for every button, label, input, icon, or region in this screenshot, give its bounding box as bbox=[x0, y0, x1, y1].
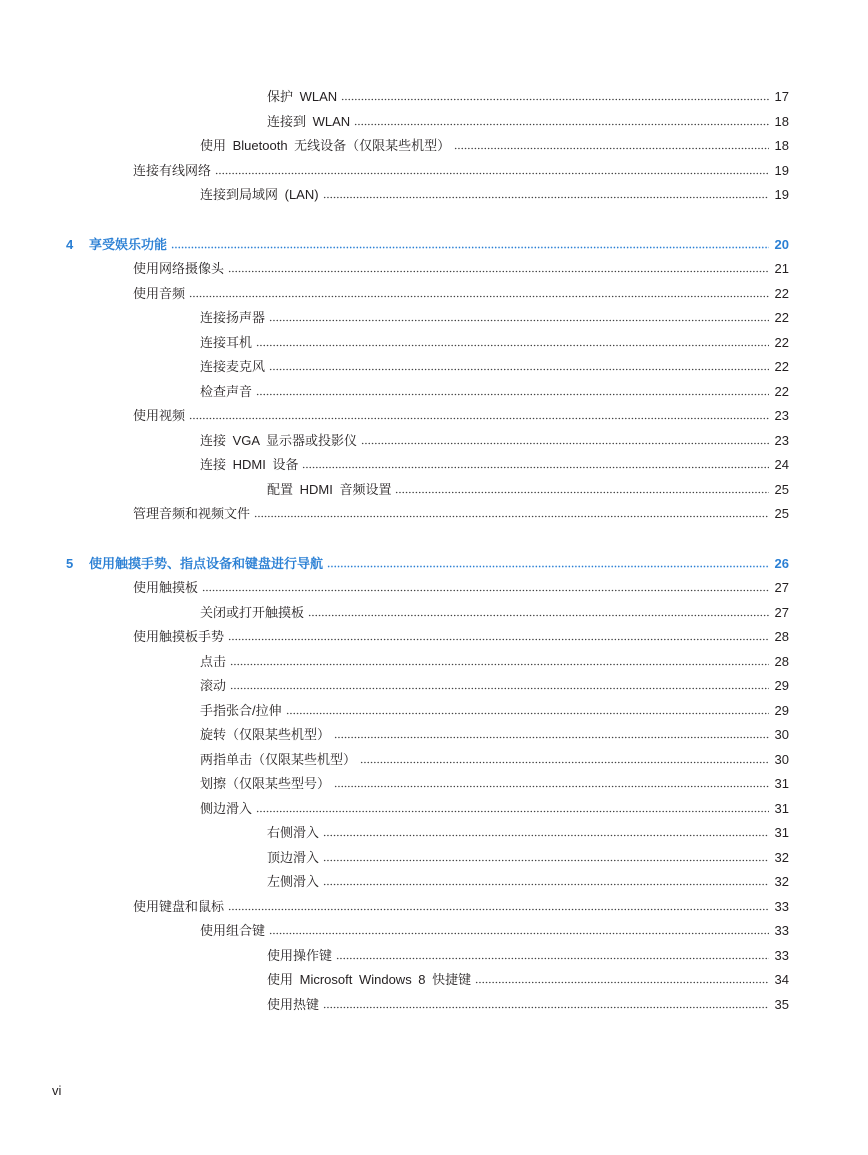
toc-entry-title: 左侧滑入 bbox=[267, 874, 320, 889]
toc-entry-title: 使用音频 bbox=[133, 285, 186, 301]
dot-leader bbox=[269, 309, 769, 322]
toc-entry-title: 连接有线网络 bbox=[133, 162, 212, 178]
toc-entry-page: 22 bbox=[774, 334, 789, 350]
dot-leader bbox=[215, 162, 769, 175]
toc-entry[interactable] bbox=[0, 503, 868, 528]
dot-leader bbox=[230, 653, 769, 666]
toc-entry-line bbox=[267, 111, 789, 132]
toc-entry[interactable] bbox=[0, 700, 868, 725]
toc-entry[interactable] bbox=[0, 454, 868, 479]
toc-entry-page: 22 bbox=[774, 310, 789, 325]
dot-leader bbox=[308, 604, 769, 617]
dot-leader bbox=[228, 260, 769, 273]
toc-entry-page: 22 bbox=[774, 359, 789, 374]
toc-entry-page: 28 bbox=[774, 629, 789, 644]
toc-entry-line bbox=[133, 896, 789, 917]
toc-entry[interactable] bbox=[0, 602, 868, 627]
toc-entry-title: 使用触摸板手势 bbox=[133, 629, 225, 644]
toc-entry-line bbox=[200, 749, 789, 770]
toc-entry[interactable] bbox=[0, 822, 868, 847]
dot-leader bbox=[395, 481, 769, 494]
dot-leader bbox=[323, 873, 769, 886]
toc-entry-line bbox=[267, 969, 789, 990]
dot-leader bbox=[323, 849, 769, 862]
toc-entry[interactable] bbox=[0, 135, 868, 160]
toc-entry-title: 连接扬声器 bbox=[200, 310, 266, 325]
toc-entry-title: 使用热键 bbox=[267, 996, 320, 1012]
toc-entry-line bbox=[200, 184, 789, 205]
toc-entry-page: 17 bbox=[774, 89, 789, 104]
toc-entry[interactable] bbox=[0, 773, 868, 798]
toc-entry-title: 使用 Microsoft Windows 8 快捷键 bbox=[267, 972, 472, 987]
toc-entry[interactable] bbox=[0, 160, 868, 185]
toc-entry[interactable] bbox=[0, 994, 868, 1019]
toc-entry-line bbox=[89, 553, 789, 574]
toc-entry-title: 连接到局域网 (LAN) bbox=[200, 187, 319, 202]
toc-entry[interactable] bbox=[0, 651, 868, 676]
dot-leader bbox=[302, 456, 769, 469]
dot-leader bbox=[354, 113, 769, 126]
dot-leader bbox=[254, 505, 769, 518]
toc-entry-line bbox=[200, 356, 789, 377]
toc-entry-line bbox=[267, 994, 789, 1015]
toc-entry-title: 顶边滑入 bbox=[267, 849, 320, 865]
toc-entry-line bbox=[133, 405, 789, 426]
toc-entry-line bbox=[200, 700, 789, 721]
toc-entry-line bbox=[200, 675, 789, 696]
dot-leader bbox=[228, 898, 769, 911]
dot-leader bbox=[323, 996, 769, 1009]
toc-entry-line bbox=[200, 135, 789, 156]
toc-entry[interactable] bbox=[0, 184, 868, 209]
dot-leader bbox=[269, 922, 769, 935]
toc-entry-title: 划擦（仅限某些型号） bbox=[200, 776, 331, 791]
chapter-number: 4 bbox=[66, 236, 74, 252]
toc-entry-line bbox=[267, 871, 789, 892]
toc-entry-title: 点击 bbox=[200, 653, 227, 669]
toc-entry-page: 34 bbox=[774, 972, 789, 987]
toc-entry-title: 滚动 bbox=[200, 678, 227, 693]
toc-entry-line bbox=[267, 945, 789, 966]
toc-entry[interactable] bbox=[0, 479, 868, 504]
toc-entry-title: 连接到 WLAN bbox=[267, 113, 351, 129]
dot-leader bbox=[336, 947, 769, 960]
toc-entry[interactable] bbox=[0, 749, 868, 774]
toc-entry[interactable] bbox=[0, 798, 868, 823]
toc-entry-page: 19 bbox=[774, 187, 789, 202]
toc-entry-title: 使用触摸板 bbox=[133, 580, 199, 595]
toc-entry-line bbox=[200, 307, 789, 328]
toc-entry-page: 22 bbox=[774, 383, 789, 399]
toc-entry-line bbox=[200, 602, 789, 623]
toc-entry-page: 30 bbox=[774, 751, 789, 767]
toc-entry-page: 20 bbox=[774, 236, 789, 252]
toc-entry-page: 29 bbox=[774, 678, 789, 693]
toc-entry[interactable] bbox=[0, 332, 868, 357]
toc-entry-line bbox=[89, 234, 789, 255]
toc-entry-page: 32 bbox=[774, 849, 789, 865]
toc-entry-title: 管理音频和视频文件 bbox=[133, 506, 251, 521]
dot-leader bbox=[189, 285, 769, 298]
toc-entry[interactable] bbox=[0, 626, 868, 651]
toc-entry-page: 33 bbox=[774, 947, 789, 963]
dot-leader bbox=[171, 236, 769, 249]
dot-leader bbox=[323, 186, 769, 199]
toc-entry-page: 22 bbox=[774, 285, 789, 301]
toc-entry[interactable] bbox=[0, 258, 868, 283]
toc-entry-line bbox=[133, 160, 789, 181]
toc-entry-page: 25 bbox=[774, 506, 789, 521]
toc-entry-title: 侧边滑入 bbox=[200, 800, 253, 816]
toc-entry[interactable] bbox=[0, 871, 868, 896]
dot-leader bbox=[189, 407, 769, 420]
toc-entry-page: 33 bbox=[774, 923, 789, 938]
toc-entry-title: 检查声音 bbox=[200, 383, 253, 399]
toc-entry[interactable] bbox=[0, 307, 868, 332]
dot-leader bbox=[256, 800, 769, 813]
toc-entry-page: 24 bbox=[774, 457, 789, 472]
toc-entry-line bbox=[200, 381, 789, 402]
toc-entry-page: 18 bbox=[774, 113, 789, 129]
toc-entry[interactable] bbox=[0, 430, 868, 455]
toc-entry-page: 19 bbox=[774, 162, 789, 178]
toc-entry-line bbox=[200, 798, 789, 819]
dot-leader bbox=[202, 579, 769, 592]
toc-entry-page: 26 bbox=[774, 555, 789, 571]
toc-entry-line bbox=[133, 283, 789, 304]
toc-entry-title: 使用操作键 bbox=[267, 947, 333, 963]
toc-entry-page: 35 bbox=[774, 996, 789, 1012]
toc-entry-page: 23 bbox=[774, 432, 789, 448]
toc-entry-line bbox=[267, 822, 789, 843]
dot-leader bbox=[475, 971, 769, 984]
toc-entry-line bbox=[267, 847, 789, 868]
toc-entry-line bbox=[133, 577, 789, 598]
toc-entry-page: 30 bbox=[774, 727, 789, 742]
dot-leader bbox=[341, 88, 769, 101]
toc-entry-page: 32 bbox=[774, 874, 789, 889]
toc-entry-title: 关闭或打开触摸板 bbox=[200, 604, 305, 620]
dot-leader bbox=[269, 358, 769, 371]
toc-entry-line bbox=[200, 651, 789, 672]
toc-entry-line bbox=[200, 332, 789, 353]
toc-entry-line bbox=[200, 920, 789, 941]
toc-entry-page: 25 bbox=[774, 481, 789, 497]
toc-entry[interactable] bbox=[0, 283, 868, 308]
dot-leader bbox=[360, 751, 769, 764]
toc-entry-title: 右侧滑入 bbox=[267, 825, 320, 840]
toc-entry-line bbox=[267, 86, 789, 107]
toc-entry-title: 享受娱乐功能 bbox=[89, 236, 168, 252]
toc-entry-title: 使用组合键 bbox=[200, 923, 266, 938]
toc-chapter-entry[interactable] bbox=[0, 234, 868, 259]
toc-entry-title: 连接耳机 bbox=[200, 334, 253, 350]
toc-entry-page: 27 bbox=[774, 580, 789, 595]
table-of-contents bbox=[0, 86, 868, 1018]
dot-leader bbox=[230, 677, 769, 690]
toc-entry-line bbox=[200, 773, 789, 794]
toc-entry-line bbox=[200, 430, 789, 451]
toc-entry[interactable] bbox=[0, 111, 868, 136]
toc-entry-page: 33 bbox=[774, 898, 789, 914]
toc-entry[interactable] bbox=[0, 356, 868, 381]
toc-entry-line bbox=[200, 454, 789, 475]
dot-leader bbox=[256, 383, 769, 396]
toc-entry-title: 使用视频 bbox=[133, 408, 186, 423]
toc-entry-page: 31 bbox=[774, 800, 789, 816]
toc-entry-line bbox=[133, 626, 789, 647]
dot-leader bbox=[256, 334, 769, 347]
toc-entry[interactable] bbox=[0, 675, 868, 700]
toc-entry-title: 旋转（仅限某些机型） bbox=[200, 727, 331, 742]
dot-leader bbox=[334, 775, 769, 788]
toc-entry-page: 27 bbox=[774, 604, 789, 620]
toc-entry[interactable] bbox=[0, 724, 868, 749]
toc-entry-line bbox=[133, 503, 789, 524]
toc-entry-page: 21 bbox=[774, 261, 789, 276]
toc-entry[interactable] bbox=[0, 896, 868, 921]
dot-leader bbox=[334, 726, 769, 739]
dot-leader bbox=[327, 555, 769, 568]
toc-entry-title: 连接麦克风 bbox=[200, 359, 266, 374]
toc-entry-title: 使用触摸手势、指点设备和键盘进行导航 bbox=[89, 555, 324, 571]
toc-entry-title: 配置 HDMI 音频设置 bbox=[267, 481, 392, 497]
toc-entry-line bbox=[133, 258, 789, 279]
toc-entry-title: 保护 WLAN bbox=[267, 89, 338, 104]
dot-leader bbox=[323, 824, 769, 837]
toc-entry-title: 连接 HDMI 设备 bbox=[200, 457, 299, 472]
toc-entry[interactable] bbox=[0, 969, 868, 994]
toc-entry-title: 使用网络摄像头 bbox=[133, 261, 225, 276]
toc-entry-page: 28 bbox=[774, 653, 789, 669]
dot-leader bbox=[228, 628, 769, 641]
toc-entry-title: 连接 VGA 显示器或投影仪 bbox=[200, 432, 357, 448]
toc-entry[interactable] bbox=[0, 920, 868, 945]
toc-entry-title: 使用 Bluetooth 无线设备（仅限某些机型） bbox=[200, 138, 451, 153]
toc-entry-title: 使用键盘和鼠标 bbox=[133, 898, 225, 914]
toc-entry[interactable] bbox=[0, 86, 868, 111]
chapter-number: 5 bbox=[66, 555, 74, 571]
toc-entry-line bbox=[267, 479, 789, 500]
toc-entry[interactable] bbox=[0, 405, 868, 430]
toc-entry[interactable] bbox=[0, 381, 868, 406]
toc-entry-page: 23 bbox=[774, 408, 789, 423]
page-number-footer: vi bbox=[52, 1083, 62, 1098]
dot-leader bbox=[454, 137, 769, 150]
toc-entry-page: 31 bbox=[774, 825, 789, 840]
toc-chapter-entry[interactable] bbox=[0, 553, 868, 578]
toc-entry-page: 31 bbox=[774, 776, 789, 791]
toc-entry-page: 18 bbox=[774, 138, 789, 153]
dot-leader bbox=[286, 702, 769, 715]
toc-entry[interactable] bbox=[0, 577, 868, 602]
toc-entry-page: 29 bbox=[774, 702, 789, 718]
toc-entry-line bbox=[200, 724, 789, 745]
toc-entry[interactable] bbox=[0, 945, 868, 970]
toc-entry[interactable] bbox=[0, 847, 868, 872]
dot-leader bbox=[361, 432, 769, 445]
toc-entry-title: 手指张合/拉伸 bbox=[200, 702, 282, 718]
toc-entry-title: 两指单击（仅限某些机型） bbox=[200, 751, 357, 767]
